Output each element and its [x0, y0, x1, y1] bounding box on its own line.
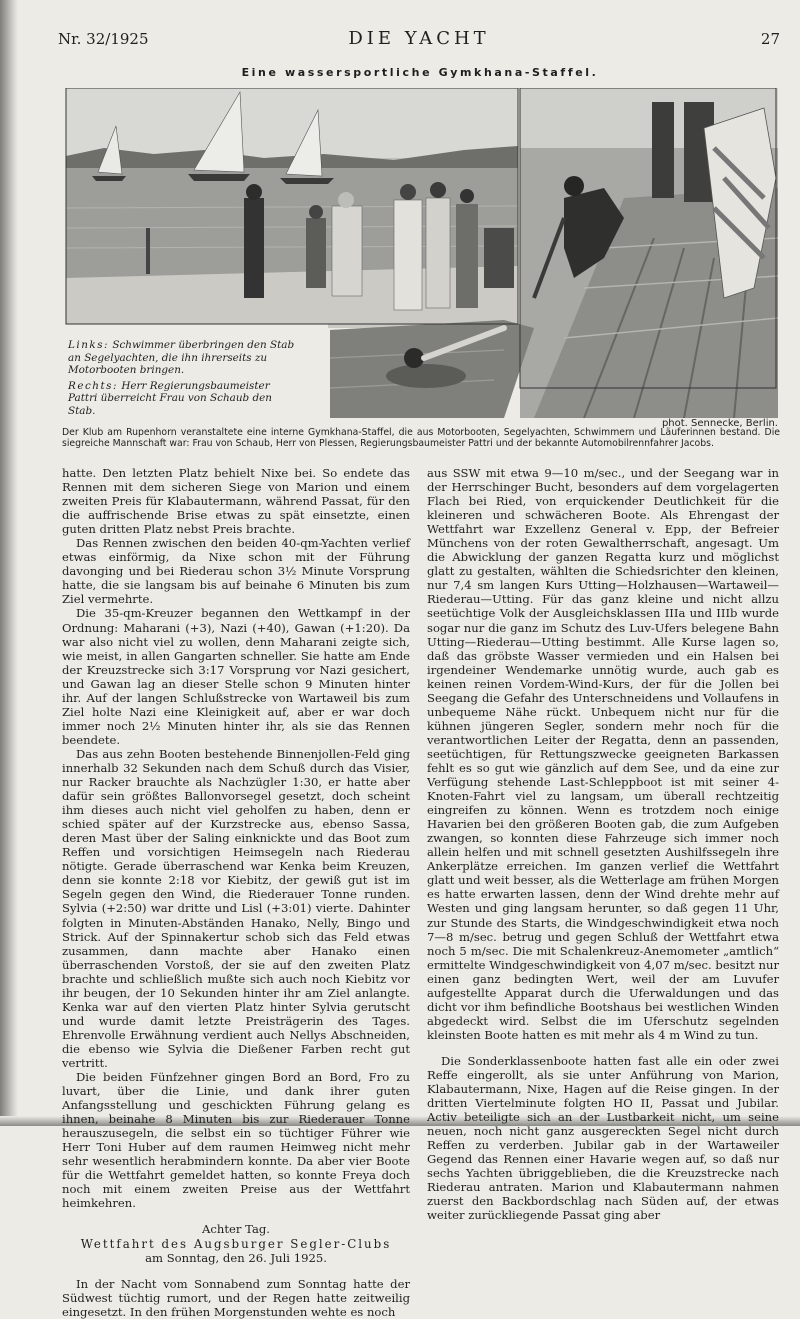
photo-title: Eine wassersportliche Gymkhana-Staffel.	[241, 66, 599, 79]
paragraph: Die 35-qm-Kreuzer begannen den Wettkampf in der Ordnung: Maharani (+3), Nazi (+40), Gawan (+1:20). Da war also nicht viel zu wollen, denn Maharani zeigte sich, wie meist, in allen Gangarten schneller. Sie hatte am Ende der Kreuzstrecke sich 3:17 Vorsprung vor Nazi gesichert, und Gawan lag an dieser Stelle schon 9 Minuten hinter ihr. Auf der langen Schlußstrecke von Wartaweil bis zum Ziel holte Nazi eine Kleinigkeit auf, aber er war doch immer noch 2½ Minuten hinter ihr, als sie das Rennen beendete.	[62, 606, 410, 747]
paragraph: aus SSW mit etwa 9—10 m/sec., und der Seegang war in der Herrschinger Bucht, besonders auf dem vorgelagerten Flach bei Ried, von erquickender Deutlichkeit für die kleineren und schwächeren Boote. Als Ehrengast der Wettfahrt war Exzellenz General v. Epp, der Befreier Münchens von der roten Gewaltherrschaft, angesagt. Um die Abwicklung der ganzen Regatta kurz und möglichst glatt zu gestalten, wählten die Schiedsrichter den kleinen, nur 7,4 sm langen Kurs Utting—Holzhausen—Wartaweil—Riederau—Utting. Für das ganz kleine und nicht allzu seetüchtige Volk der Ausgleichsklassen IIIa und IIIb wurde sogar nur die ganz im Schutz des Luv-Ufers belegene Bahn Utting—Riederau—Utting bestimmt. Alle Kurse lagen so, daß das gröbste Wasser vermieden und ein Halsen bei irgendeiner Wendemarke unnötig wurde, auch gab es keinen reinen Vordem-Wind-Kurs, der für die Jollen bei Seegang die Gefahr des Unterschneidens und Vollaufens in unbequeme Nähe rückt. Unbequem nicht nur für die kühnen jüngeren Segler, sondern mehr noch für die verantwortlichen Leiter der Regatta, denn an passenden, seetüchtigen, für Rettungszwecke geeigneten Barkassen fehlt es so gut wie gänzlich auf dem See, und da eine zur Verfügung stehende Last-Schleppboot ist mit seiner 4-Knoten-Fahrt viel zu langsam, um überall rechtzeitig eingreifen zu können. Wenn es trotzdem noch einige Havarien bei den größeren Booten gab, die zum Aufgeben zwangen, so konnten diese Fahrzeuge sich immer noch allein helfen und mit schnell gesetzten Aushilfssegeln ihre Ankerplätze erreichen. Im ganzen verlief die Wettfahrt glatt und weit besser, als die Wetterlage am frühen Morgen es hatte erwarten lassen, denn der Wind drehte mehr auf Westen und ging langsam herunter, so daß gegen 11 Uhr, zur Stunde des Starts, die Windgeschwindigkeit etwa noch 7—8 m/sec. betrug und gegen Schluß der Wettfahrt etwa noch 5 m/sec. Die mit Schalenkreuz-Anemometer „amtlich“ ermittelte Windgeschwindigkeit von 4,07 m/sec. besitzt nur einen ganz bedingten Wert, weil der am Luvufer aufgestellte Apparat durch die Uferwaldungen und das dicht vor ihm befindliche Bootshaus bei westlichen Winden abgedeckt wird. Selbst die im Uferschutz segelnden kleinsten Boote hatten es mit mehr als 4 m Wind zu tun.	[427, 466, 779, 1042]
article-column-right	[427, 466, 779, 1222]
paragraph: In der Nacht vom Sonnabend zum Sonntag hatte der Südwest tüchtig rumort, und der Regen hatte zeitweilig eingesetzt. In den frühen Morgenstunden wehte es noch	[62, 1276, 410, 1319]
page-number: 27	[760, 30, 780, 48]
issue-number: Nr. 32/1925	[58, 30, 149, 48]
paragraph: Die beiden Fünfzehner gingen Bord an Bord, Fro zu luvart, über die Linie, und dank ihrer guten Anfangsstellung und geschickten Führung gelang es ihnen, beinahe 8 Minuten bis zur Riederauer Tonne herauszusegeln, die selbst ein so tüchtiger Führer wie Herr Toni Huber auf dem raumen Heimweg nicht mehr sehr wesentlich herabmindern konnte. Da aber vier Boote für die Wettfahrt gemeldet hatten, so konnte Freya doch noch mit einem zweiten Preise aus der Wettfahrt heimkehren.	[62, 1070, 410, 1211]
paragraph: Das Rennen zwischen den beiden 40-qm-Yachten verlief etwas einförmig, da Nixe schon mit der Führung davonging und bei Riederau schon 3½ Minute Vorsprung hatte, die sie langsam bis auf beinahe 6 Minuten bis zum Ziel vermehrte.	[62, 536, 410, 607]
page-binding-edge	[0, 0, 18, 1126]
legend-left-text: Schwimmer überbringen den Stab an Segelyachten, die ihn ihrerseits zu Motorbooten bringen.	[68, 339, 295, 377]
masthead: DIE YACHT	[348, 28, 490, 49]
paragraph: Das aus zehn Booten bestehende Binnenjollen-Feld ging innerhalb 32 Sekunden nach dem Schuß durch das Visier, nur Racker brauchte als Nachzügler 1:30, er hatte aber dafür sein größtes Ballonvorsegel gesetzt, doch scheint ihm dieses auch nicht viel geholfen zu haben, denn er schied später auf der Kurzstrecke aus, ebenso Sassa, deren Mast über der Saling einknickte und das Boot zum Reffen und vorsichtigen Heimsegeln nach Riederau nötigte. Gerade überraschend war Kenka beim Kreuzen, denn sie konnte 2:18 vor Kiebitz, der gewiß gut ist im Segeln gegen den Wind, die Riederauer Tonne runden. Sylvia (+2:50) war dritte und Lisl (+3:01) vierte. Dahinter folgten in Minuten-Abständen Hanako, Nelly, Bingo und Strick. Auf der Spinnakertur schob sich das Feld etwas zusammen, dann machte aber Hanako einen überraschenden Vorstoß, der sie auf den zweiten Platz brachte und schließlich mußte sich auch noch Kiebitz vor ihr beugen, der 10 Sekunden hinter ihr am Ziel anlangte. Kenka war auf den vierten Platz hinter Sylvia gerutscht und wurde damit letzte Preisträgerin des Tages. Ehrenvolle Erwähnung verdient auch Nellys Abschneiden, die ebenso wie Sylvia die Dießener Farben recht gut vertritt.	[62, 746, 410, 1070]
event-date: am Sonntag, den 26. Juli 1925.	[145, 1250, 327, 1265]
page-header	[58, 30, 780, 50]
legend-left-label: Links:	[68, 339, 110, 351]
legend-right-text: Herr Regierungsbaumeister Pattri überreicht Frau von Schaub den Stab.	[68, 379, 273, 417]
photo-caption: Der Klub am Rupenhorn veranstaltete eine interne Gymkhana-Staffel, die aus Motorbooten, Segelyachten, Schwimmern und Läuferinnen bestand. Die siegreiche Mannschaft war: Frau von Schaub, Herr von Plessen, Regierungsbaumeister Pattri und der bekannte Automobilrennfahrer Jacobs.	[62, 427, 780, 449]
photo-legend	[68, 339, 298, 421]
photo-pier	[520, 88, 778, 418]
paragraph: hatte. Den letzten Platz behielt Nixe bei. So endete das Rennen mit dem sicheren Siege von Marion und einem zweiten Preis für Klabautermann, während Passat, für den die auffrischende Brise etwas zu spät einsetzte, einen guten dritten Platz nebst Preis brachte.	[62, 466, 410, 537]
article-column-left	[62, 466, 410, 1319]
event-title: Wettfahrt des Augsburger Segler-Clubs	[80, 1236, 392, 1251]
photo-credit: phot. Sennecke, Berlin.	[661, 418, 778, 429]
photo-swimmer	[330, 320, 534, 418]
paragraph: Die Sonderklassenboote hatten fast alle ein oder zwei Reffe eingerollt, als sie unter Anführung von Marion, Klabautermann, Nixe, Hagen auf die Reise gingen. In der dritten Viertelminute folgten HO II, Passat und Jubilar. Activ beteiligte sich an der Lustbarkeit nicht, um seine neuen, noch nicht ganz ausgereckten Segel nicht durch Reffen zu verderben. Jubilar gab in der Wartaweiler Gegend das Rennen einer Havarie wegen auf, so daß nur sechs Yachten übriggeblieben, die die Kreuzstrecke nach Riederau antraten. Marion und Klabautermann nahmen zuerst den Backbordschlag nach Süden auf, der etwas weiter zurückliegende Passat ging aber	[427, 1053, 779, 1223]
section-title: Achter Tag.	[202, 1222, 270, 1237]
legend-right-label: Rechts:	[68, 379, 118, 392]
